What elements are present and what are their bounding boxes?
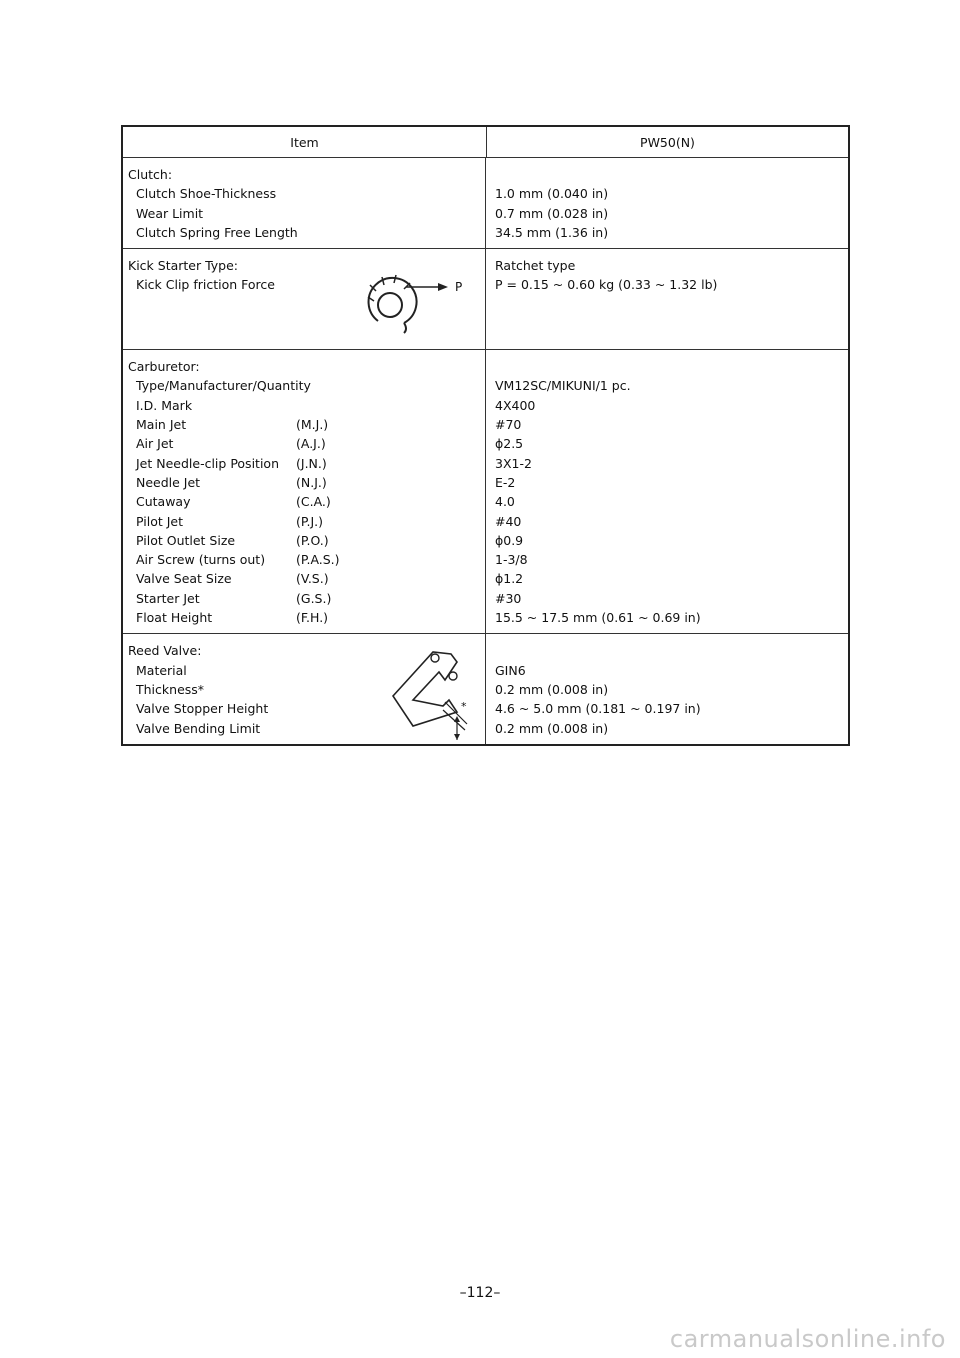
spec-label: I.D. Mark (136, 397, 193, 413)
reed-valve-diagram (373, 636, 473, 748)
table-header (123, 127, 848, 158)
spec-abbr: (M.J.) (296, 417, 329, 433)
spec-label: Material (136, 662, 187, 678)
spec-label-row (128, 434, 485, 453)
spec-value: 34.5 mm (1.36 in) (495, 224, 609, 240)
spec-label: Thickness* (136, 681, 205, 697)
spec-value: 4.0 (495, 494, 515, 510)
spec-value: 1-3/8 (495, 552, 528, 568)
spec-value: 0.2 mm (0.008 in) (495, 681, 609, 697)
kick-clip-diagram (338, 261, 468, 341)
diagram-label: * (461, 700, 467, 714)
spec-table (121, 125, 850, 746)
watermark: carmanualsonline.info (669, 1325, 946, 1353)
spec-value: #70 (495, 417, 522, 433)
spec-value: 4.6 ~ 5.0 mm (0.181 ~ 0.197 in) (495, 701, 701, 717)
carburetor-section (123, 350, 848, 634)
spec-label: Clutch Shoe-Thickness (136, 186, 277, 202)
header-model: PW50(N) (640, 134, 695, 150)
section-title: Reed Valve: (128, 643, 202, 659)
spec-label-row (128, 492, 485, 511)
page-number: –112– (459, 1285, 501, 1301)
header-item: Item (123, 127, 487, 157)
spec-value: 4X400 (495, 397, 536, 413)
spec-label: Air Jet (136, 436, 174, 452)
spec-value: 3X1-2 (495, 455, 532, 471)
spec-abbr: (J.N.) (296, 455, 327, 471)
spec-value: 1.0 mm (0.040 in) (495, 186, 609, 202)
spec-label-row (128, 454, 485, 473)
spec-label: Valve Bending Limit (136, 720, 261, 736)
spec-abbr: (F.H.) (296, 610, 329, 626)
diagram-label: P (455, 280, 463, 295)
spec-label: Pilot Outlet Size (136, 532, 236, 548)
spec-abbr: (N.J.) (296, 474, 327, 490)
spec-value: ϕ0.9 (495, 532, 524, 548)
spec-label: Air Screw (turns out) (136, 552, 266, 568)
spec-label: Cutaway (136, 494, 191, 510)
spec-value: ϕ1.2 (495, 571, 524, 587)
spec-label-row (128, 550, 485, 569)
spec-abbr: (P.J.) (296, 513, 323, 529)
spec-abbr: (V.S.) (296, 571, 329, 587)
spec-label: Valve Stopper Height (136, 701, 269, 717)
spec-label-row (128, 415, 485, 434)
spec-label: Jet Needle-clip Position (136, 455, 279, 471)
spec-abbr: (P.A.S.) (296, 552, 340, 568)
spec-abbr: (G.S.) (296, 590, 332, 606)
spec-label-row (128, 376, 485, 395)
spec-abbr: (C.A.) (296, 494, 331, 510)
spec-value: Ratchet type (495, 258, 576, 274)
spec-label-row (128, 608, 485, 627)
spec-label-row (128, 531, 485, 550)
spec-value: 15.5 ~ 17.5 mm (0.61 ~ 0.69 in) (495, 610, 701, 626)
spec-value: VM12SC/MIKUNI/1 pc. (495, 378, 631, 394)
spec-label: Pilot Jet (136, 513, 184, 529)
spec-label: Valve Seat Size (136, 571, 232, 587)
spec-label: Needle Jet (136, 474, 201, 490)
spec-label: Wear Limit (136, 205, 204, 221)
spec-label-row (128, 569, 485, 588)
clutch-section (123, 158, 848, 249)
spec-value: ϕ2.5 (495, 436, 524, 452)
section-title: Carburetor: (128, 359, 200, 375)
spec-label-row (128, 473, 485, 492)
spec-label: Kick Clip friction Force (136, 277, 275, 293)
spec-label: Clutch Spring Free Length (136, 224, 298, 240)
spec-abbr: (A.J.) (296, 436, 326, 452)
spec-label: Main Jet (136, 417, 187, 433)
spec-label-row (128, 512, 485, 531)
spec-label-row (128, 396, 485, 415)
spec-value: #30 (495, 590, 522, 606)
spec-value: GIN6 (495, 662, 526, 678)
spec-value: E-2 (495, 474, 516, 490)
spec-label: Float Height (136, 610, 213, 626)
spec-value: 0.7 mm (0.028 in) (495, 205, 609, 221)
section-title: Clutch: (128, 167, 173, 182)
spec-value: P = 0.15 ~ 0.60 kg (0.33 ~ 1.32 lb) (495, 277, 718, 293)
spec-abbr: (P.O.) (296, 532, 329, 548)
spec-value: #40 (495, 513, 522, 529)
spec-value: 0.2 mm (0.008 in) (495, 720, 609, 736)
section-title: Kick Starter Type: (128, 258, 239, 274)
reed-valve-section (123, 634, 848, 743)
kick-starter-section (123, 249, 848, 350)
spec-label-row (128, 589, 485, 608)
spec-label: Type/Manufacturer/Quantity (136, 378, 311, 394)
spec-label: Starter Jet (136, 590, 200, 606)
